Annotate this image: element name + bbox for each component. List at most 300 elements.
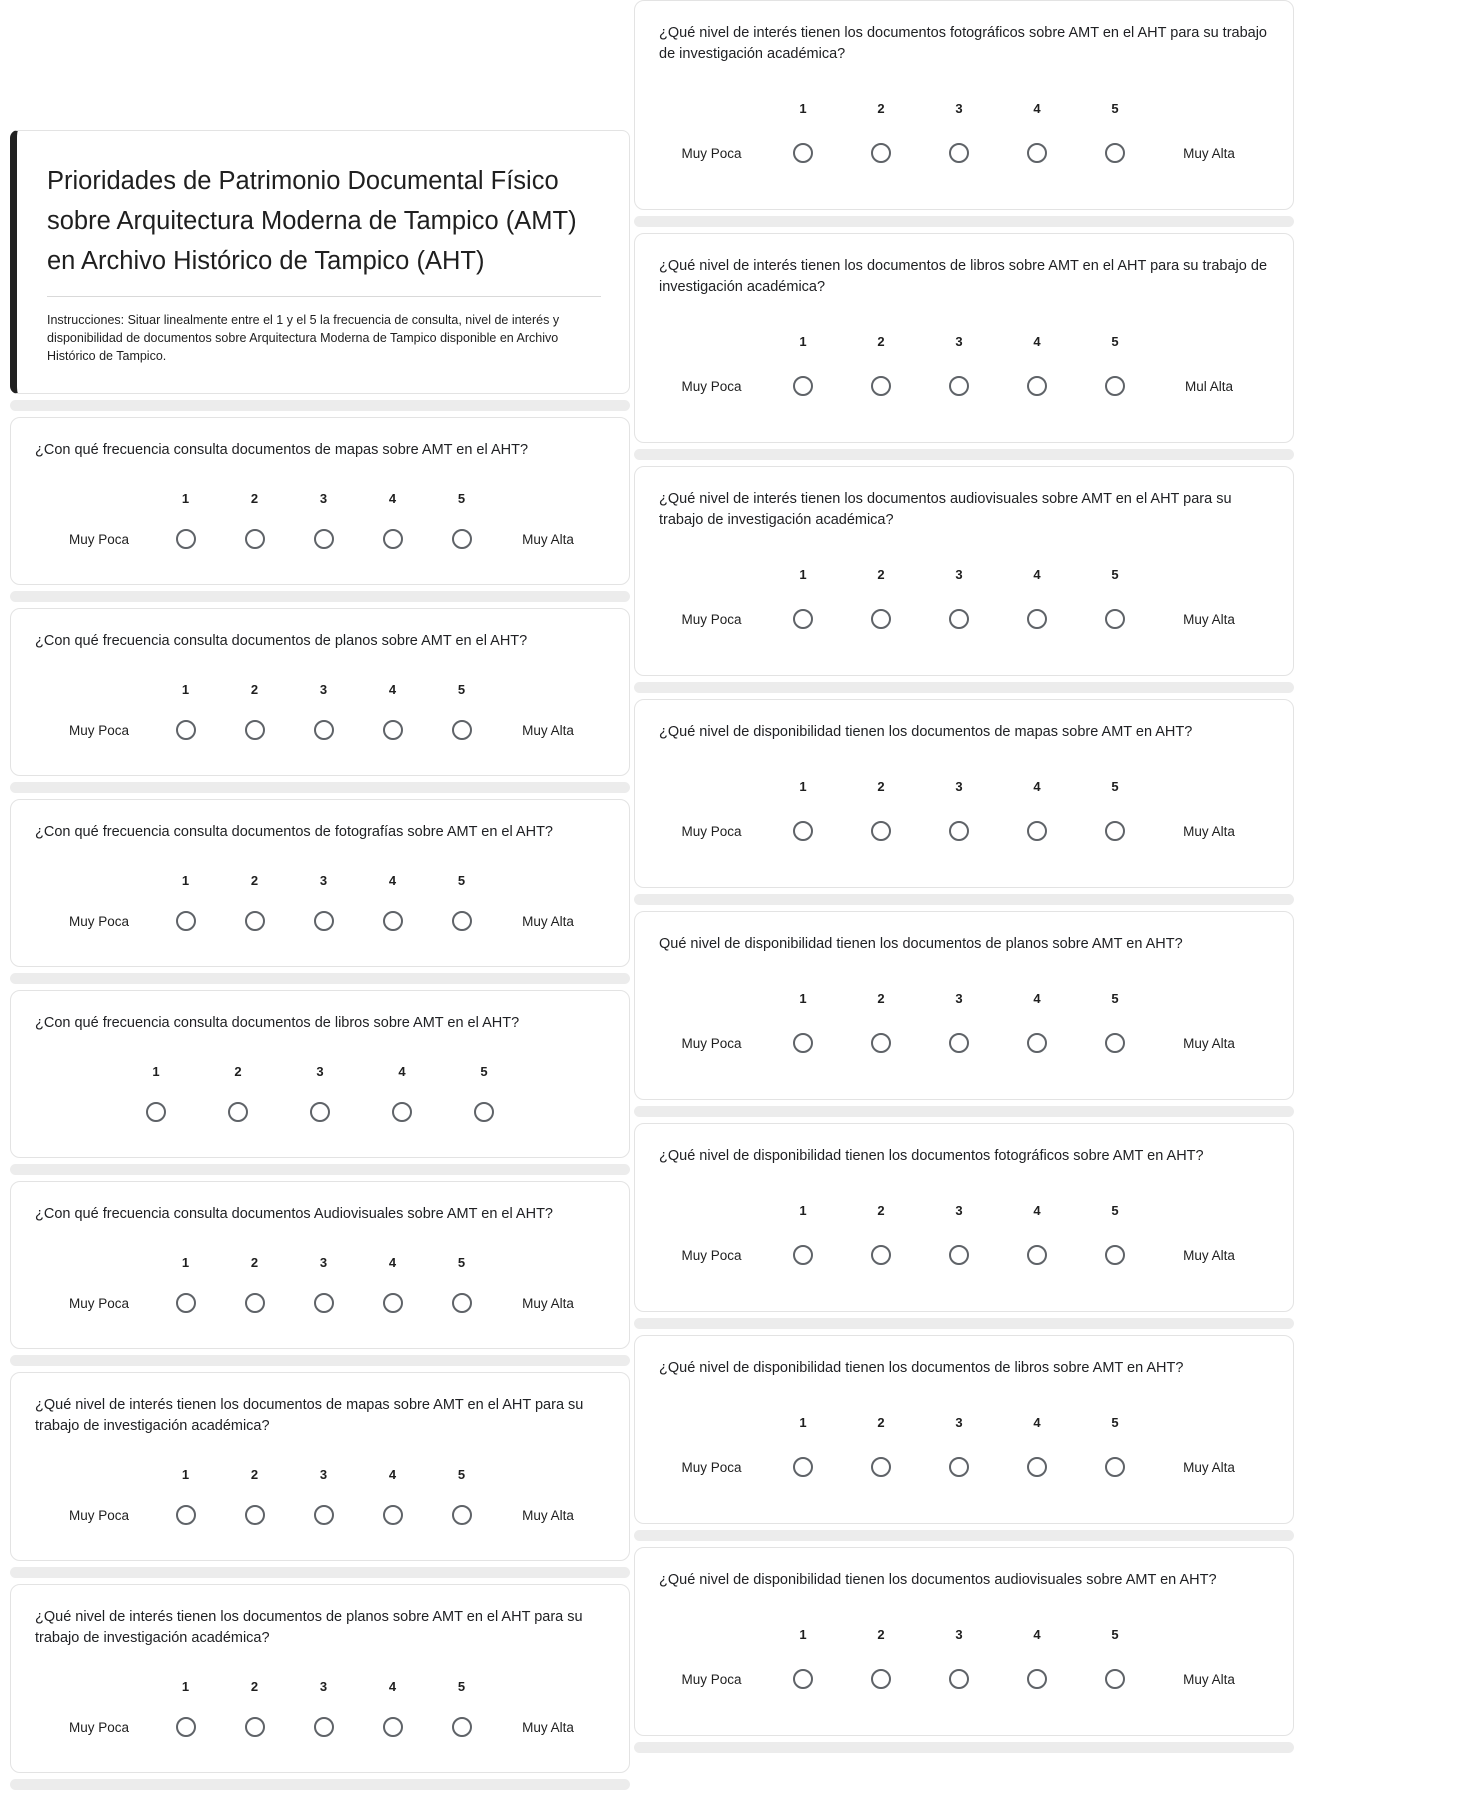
scale-number: 5 [1111, 334, 1119, 349]
question-text: ¿Qué nivel de interés tienen los documentos de libros sobre AMT en el AHT para su trabajo de investigación académica? [659, 258, 1268, 295]
scale-numbers-row [47, 682, 605, 697]
scale-number: 3 [319, 873, 328, 888]
scale-radio-option[interactable] [358, 719, 427, 741]
radio-circle-icon [871, 609, 891, 629]
scale-radio-option[interactable] [920, 1244, 998, 1266]
scale-number: 1 [799, 567, 807, 582]
scale-radio-option[interactable] [427, 1716, 496, 1738]
card-separator [634, 1530, 1294, 1541]
radio-circle-icon [1027, 821, 1047, 841]
linear-scale [35, 682, 605, 741]
scale-number: 1 [181, 682, 190, 697]
scale-low-label: Muy Poca [681, 378, 742, 394]
scale-radio-option[interactable] [1076, 1032, 1154, 1054]
scale-number: 1 [799, 1627, 807, 1642]
card-separator [634, 1106, 1294, 1117]
scale-radio-option[interactable] [358, 1504, 427, 1526]
scale-low-label: Muy Poca [68, 1295, 130, 1311]
scale-number: 3 [955, 1203, 963, 1218]
scale-numbers-row [659, 779, 1269, 794]
scale-radio-option[interactable] [289, 1504, 358, 1526]
radio-circle-icon [1027, 1457, 1047, 1477]
scale-number: 2 [250, 1467, 259, 1482]
linear-scale [659, 334, 1269, 397]
scale-number: 1 [181, 1679, 190, 1694]
scale-radio-option[interactable] [220, 528, 289, 550]
scale-radio-option[interactable] [1076, 1668, 1154, 1690]
scale-options-row [659, 375, 1269, 397]
scale-low-label: Muy Poca [681, 1247, 742, 1263]
scale-radio-option[interactable] [842, 608, 920, 630]
scale-number: 3 [319, 1679, 328, 1694]
scale-radio-option[interactable] [920, 1032, 998, 1054]
scale-radio-option[interactable] [151, 1504, 220, 1526]
scale-number: 2 [877, 567, 885, 582]
scale-radio-option[interactable] [920, 608, 998, 630]
radio-circle-icon [314, 720, 334, 740]
scale-radio-option[interactable] [920, 1456, 998, 1478]
scale-radio-option[interactable] [151, 719, 220, 741]
card-separator [634, 449, 1294, 460]
radio-circle-icon [383, 1505, 403, 1525]
scale-number: 4 [1033, 991, 1041, 1006]
linear-scale [659, 1415, 1269, 1478]
scale-numbers-row [47, 491, 605, 506]
scale-number: 3 [955, 101, 963, 116]
scale-radio-option[interactable] [1076, 820, 1154, 842]
scale-number: 5 [1111, 1627, 1119, 1642]
title-divider [47, 296, 601, 297]
question-card [10, 417, 630, 585]
scale-radio-option[interactable] [361, 1101, 443, 1123]
scale-radio-option[interactable] [842, 1032, 920, 1054]
radio-circle-icon [245, 1505, 265, 1525]
scale-radio-option[interactable] [220, 1716, 289, 1738]
radio-circle-icon [1105, 376, 1125, 396]
scale-high-label: Muy Alta [1183, 145, 1235, 161]
question-card [10, 1181, 630, 1349]
scale-radio-option[interactable] [1076, 608, 1154, 630]
question-text: ¿Con qué frecuencia consulta documentos de planos sobre AMT en el AHT? [35, 633, 528, 649]
scale-number: 2 [877, 334, 885, 349]
radio-circle-icon [1027, 1669, 1047, 1689]
scale-radio-option[interactable] [920, 142, 998, 164]
question-text: ¿Con qué frecuencia consulta documentos de mapas sobre AMT en el AHT? [35, 442, 529, 458]
radio-circle-icon [1027, 609, 1047, 629]
radio-circle-icon [1105, 1669, 1125, 1689]
card-separator [10, 1355, 630, 1366]
scale-options-row [659, 142, 1269, 164]
scale-high-label: Muy Alta [1183, 823, 1235, 839]
scale-radio-option[interactable] [289, 719, 358, 741]
linear-scale [35, 491, 605, 550]
radio-circle-icon [949, 1245, 969, 1265]
scale-high-label: Muy Alta [1183, 611, 1235, 627]
scale-number: 1 [181, 1467, 190, 1482]
scale-high-label: Muy Alta [1183, 1671, 1235, 1687]
linear-scale [35, 1467, 605, 1526]
scale-number: 3 [955, 334, 963, 349]
scale-radio-option[interactable] [920, 375, 998, 397]
radio-circle-icon [793, 821, 813, 841]
scale-number: 3 [955, 1627, 963, 1642]
form-title [47, 161, 601, 281]
scale-radio-option[interactable] [764, 820, 842, 842]
scale-radio-option[interactable] [151, 1716, 220, 1738]
radio-circle-icon [871, 1457, 891, 1477]
radio-circle-icon [452, 720, 472, 740]
scale-numbers-row [35, 1064, 605, 1079]
scale-radio-option[interactable] [998, 142, 1076, 164]
scale-numbers-row [659, 334, 1269, 349]
radio-circle-icon [176, 720, 196, 740]
scale-number: 4 [1033, 567, 1041, 582]
form-title-line: sobre Arquitectura Moderna de Tampico (AMT) [47, 207, 577, 235]
scale-radio-option[interactable] [764, 1244, 842, 1266]
scale-number: 3 [319, 1255, 328, 1270]
scale-number: 5 [457, 1255, 466, 1270]
left-column [10, 0, 630, 1796]
radio-circle-icon [1027, 1033, 1047, 1053]
radio-circle-icon [871, 1669, 891, 1689]
scale-radio-option[interactable] [358, 910, 427, 932]
radio-circle-icon [949, 609, 969, 629]
card-separator [634, 1742, 1294, 1753]
scale-number: 4 [1033, 1203, 1041, 1218]
radio-circle-icon [176, 1293, 196, 1313]
radio-circle-icon [793, 609, 813, 629]
scale-number: 5 [1111, 1203, 1119, 1218]
radio-circle-icon [793, 1245, 813, 1265]
scale-radio-option[interactable] [220, 719, 289, 741]
scale-radio-option[interactable] [764, 1668, 842, 1690]
radio-circle-icon [793, 1033, 813, 1053]
scale-radio-option[interactable] [1076, 1456, 1154, 1478]
scale-high-label: Muy Alta [522, 1295, 574, 1311]
scale-low-label: Muy Poca [68, 913, 130, 929]
card-separator [10, 400, 630, 411]
scale-radio-option[interactable] [842, 1244, 920, 1266]
scale-radio-option[interactable] [151, 528, 220, 550]
scale-radio-option[interactable] [358, 1716, 427, 1738]
question-card [634, 699, 1294, 888]
scale-low-label: Muy Poca [681, 145, 742, 161]
scale-options-row [47, 1716, 605, 1738]
linear-scale [35, 873, 605, 932]
scale-radio-option[interactable] [920, 1668, 998, 1690]
scale-radio-option[interactable] [427, 910, 496, 932]
scale-radio-option[interactable] [220, 1504, 289, 1526]
scale-numbers-row [659, 1627, 1269, 1642]
scale-radio-option[interactable] [1076, 375, 1154, 397]
radio-circle-icon [146, 1102, 166, 1122]
linear-scale [659, 1203, 1269, 1266]
scale-low-label: Muy Poca [681, 823, 742, 839]
radio-circle-icon [383, 1293, 403, 1313]
scale-number: 5 [457, 873, 466, 888]
scale-radio-option[interactable] [842, 142, 920, 164]
scale-radio-option[interactable] [427, 528, 496, 550]
scale-radio-option[interactable] [842, 1668, 920, 1690]
scale-radio-option[interactable] [358, 1292, 427, 1314]
scale-options-row [659, 608, 1269, 630]
scale-number: 1 [152, 1064, 160, 1079]
scale-radio-option[interactable] [443, 1101, 525, 1123]
question-text: ¿Qué nivel de disponibilidad tienen los documentos audiovisuales sobre AMT en AHT? [659, 1572, 1217, 1588]
scale-number: 3 [955, 779, 963, 794]
scale-number: 2 [250, 1679, 259, 1694]
form-title-line: en Archivo Histórico de Tampico (AHT) [47, 247, 485, 275]
scale-radio-option[interactable] [289, 910, 358, 932]
radio-circle-icon [474, 1102, 494, 1122]
linear-scale [659, 101, 1269, 164]
radio-circle-icon [1105, 821, 1125, 841]
scale-radio-option[interactable] [764, 375, 842, 397]
scale-radio-option[interactable] [1076, 1244, 1154, 1266]
scale-radio-option[interactable] [289, 528, 358, 550]
radio-circle-icon [392, 1102, 412, 1122]
linear-scale [35, 1679, 605, 1738]
scale-number: 2 [250, 1255, 259, 1270]
form-title-card [10, 130, 630, 394]
linear-scale [659, 991, 1269, 1054]
radio-circle-icon [949, 821, 969, 841]
scale-options-row [47, 528, 605, 550]
scale-number: 3 [955, 991, 963, 1006]
scale-radio-option[interactable] [427, 1292, 496, 1314]
scale-radio-option[interactable] [289, 1292, 358, 1314]
radio-circle-icon [1105, 609, 1125, 629]
scale-number: 4 [1033, 101, 1041, 116]
radio-circle-icon [383, 720, 403, 740]
radio-circle-icon [1027, 1245, 1047, 1265]
scale-radio-option[interactable] [197, 1101, 279, 1123]
question-text: ¿Qué nivel de disponibilidad tienen los documentos de libros sobre AMT en AHT? [659, 1360, 1184, 1376]
scale-options-row [659, 820, 1269, 842]
scale-numbers-row [659, 1203, 1269, 1218]
scale-options-row [47, 910, 605, 932]
scale-low-label: Muy Poca [68, 1507, 130, 1523]
radio-circle-icon [452, 1505, 472, 1525]
radio-circle-icon [176, 529, 196, 549]
question-text: ¿Qué nivel de disponibilidad tienen los documentos de mapas sobre AMT en AHT? [659, 724, 1193, 740]
scale-numbers-row [47, 873, 605, 888]
scale-number: 4 [388, 491, 397, 506]
question-text: ¿Qué nivel de interés tienen los documentos audiovisuales sobre AMT en el AHT para su trabajo de investigación académica? [659, 491, 1232, 528]
scale-number: 2 [877, 779, 885, 794]
radio-circle-icon [793, 143, 813, 163]
scale-number: 4 [1033, 1415, 1041, 1430]
scale-radio-option[interactable] [427, 719, 496, 741]
radio-circle-icon [1027, 376, 1047, 396]
radio-circle-icon [871, 376, 891, 396]
scale-number: 1 [799, 779, 807, 794]
card-separator [10, 973, 630, 984]
scale-options-row [47, 1292, 605, 1314]
scale-radio-option[interactable] [842, 1456, 920, 1478]
scale-high-label: Muy Alta [1183, 1035, 1235, 1051]
scale-number: 2 [877, 1203, 885, 1218]
linear-scale [659, 1627, 1269, 1690]
scale-number: 4 [1033, 779, 1041, 794]
scale-radio-option[interactable] [289, 1716, 358, 1738]
scale-number: 4 [388, 873, 397, 888]
radio-circle-icon [871, 1245, 891, 1265]
scale-radio-option[interactable] [998, 1668, 1076, 1690]
radio-circle-icon [245, 529, 265, 549]
scale-number: 1 [799, 1415, 807, 1430]
scale-low-label: Muy Poca [681, 1671, 742, 1687]
radio-circle-icon [314, 1293, 334, 1313]
scale-high-label: Muy Alta [1183, 1459, 1235, 1475]
scale-number: 3 [319, 682, 328, 697]
scale-radio-option[interactable] [358, 528, 427, 550]
scale-number: 1 [181, 873, 190, 888]
radio-circle-icon [314, 1717, 334, 1737]
scale-radio-option[interactable] [998, 1032, 1076, 1054]
question-text: ¿Qué nivel de interés tienen los documentos fotográficos sobre AMT en el AHT para su trabajo de investigación académica? [659, 25, 1267, 62]
scale-number: 2 [250, 491, 259, 506]
scale-number: 4 [1033, 334, 1041, 349]
question-text: ¿Qué nivel de interés tienen los documentos de planos sobre AMT en el AHT para su trabajo de investigación académica? [35, 1609, 583, 1646]
question-card [634, 1335, 1294, 1524]
radio-circle-icon [793, 1457, 813, 1477]
scale-radio-option[interactable] [998, 820, 1076, 842]
scale-radio-option[interactable] [842, 820, 920, 842]
question-card [10, 990, 630, 1158]
scale-number: 1 [181, 491, 190, 506]
card-separator [634, 216, 1294, 227]
scale-numbers-row [47, 1467, 605, 1482]
scale-number: 5 [1111, 101, 1119, 116]
radio-circle-icon [176, 911, 196, 931]
scale-number: 4 [388, 682, 397, 697]
question-card [634, 1547, 1294, 1736]
scale-radio-option[interactable] [920, 820, 998, 842]
scale-number: 5 [457, 1679, 466, 1694]
scale-number: 5 [457, 1467, 466, 1482]
scale-number: 1 [799, 101, 807, 116]
question-text: ¿Con qué frecuencia consulta documentos de fotografías sobre AMT en el AHT? [35, 824, 553, 840]
scale-radio-option[interactable] [842, 375, 920, 397]
scale-numbers-row [659, 991, 1269, 1006]
card-separator [634, 682, 1294, 693]
scale-options-row [659, 1668, 1269, 1690]
scale-radio-option[interactable] [998, 375, 1076, 397]
scale-radio-option[interactable] [151, 1292, 220, 1314]
scale-number: 5 [1111, 1415, 1119, 1430]
scale-radio-option[interactable] [220, 910, 289, 932]
scale-number: 1 [181, 1255, 190, 1270]
scale-radio-option[interactable] [427, 1504, 496, 1526]
scale-radio-option[interactable] [220, 1292, 289, 1314]
radio-circle-icon [949, 143, 969, 163]
scale-low-label: Muy Poca [681, 611, 742, 627]
scale-number: 4 [388, 1255, 397, 1270]
radio-circle-icon [245, 1717, 265, 1737]
question-card [634, 0, 1294, 210]
scale-numbers-row [47, 1679, 605, 1694]
linear-scale [35, 1255, 605, 1314]
scale-radio-option[interactable] [764, 1456, 842, 1478]
scale-radio-option[interactable] [151, 910, 220, 932]
scale-low-label: Muy Poca [68, 722, 130, 738]
scale-radio-option[interactable] [764, 142, 842, 164]
scale-options-row [659, 1032, 1269, 1054]
radio-circle-icon [1105, 1245, 1125, 1265]
radio-circle-icon [1027, 143, 1047, 163]
scale-number: 2 [877, 1627, 885, 1642]
card-separator [10, 1779, 630, 1790]
question-card [634, 233, 1294, 443]
scale-options-row [35, 1101, 605, 1123]
radio-circle-icon [949, 1457, 969, 1477]
radio-circle-icon [793, 376, 813, 396]
scale-number: 3 [955, 567, 963, 582]
radio-circle-icon [314, 1505, 334, 1525]
scale-radio-option[interactable] [279, 1101, 361, 1123]
radio-circle-icon [383, 1717, 403, 1737]
card-separator [634, 894, 1294, 905]
scale-number: 3 [319, 491, 328, 506]
scale-number: 3 [319, 1467, 328, 1482]
scale-low-label: Muy Poca [681, 1459, 742, 1475]
scale-low-label: Muy Poca [68, 531, 130, 547]
scale-radio-option[interactable] [764, 1032, 842, 1054]
scale-number: 3 [316, 1064, 324, 1079]
radio-circle-icon [383, 911, 403, 931]
scale-number: 2 [250, 873, 259, 888]
question-card [10, 799, 630, 967]
scale-radio-option[interactable] [1076, 142, 1154, 164]
radio-circle-icon [228, 1102, 248, 1122]
radio-circle-icon [452, 529, 472, 549]
question-text: ¿Qué nivel de disponibilidad tienen los documentos fotográficos sobre AMT en AHT? [659, 1148, 1204, 1164]
scale-number: 2 [234, 1064, 242, 1079]
scale-number: 1 [799, 1203, 807, 1218]
question-text: Qué nivel de disponibilidad tienen los documentos de planos sobre AMT en AHT? [659, 936, 1183, 952]
scale-high-label: Muy Alta [1183, 1247, 1235, 1263]
scale-high-label: Muy Alta [522, 913, 574, 929]
scale-high-label: Muy Alta [522, 1719, 574, 1735]
scale-radio-option[interactable] [115, 1101, 197, 1123]
radio-circle-icon [245, 720, 265, 740]
scale-number: 2 [877, 991, 885, 1006]
linear-scale [35, 1064, 605, 1123]
question-card [634, 466, 1294, 676]
scale-radio-option[interactable] [998, 1456, 1076, 1478]
radio-circle-icon [176, 1505, 196, 1525]
radio-circle-icon [871, 143, 891, 163]
radio-circle-icon [314, 529, 334, 549]
scale-number: 4 [1033, 1627, 1041, 1642]
radio-circle-icon [949, 376, 969, 396]
scale-number: 5 [1111, 991, 1119, 1006]
scale-radio-option[interactable] [998, 608, 1076, 630]
card-separator [634, 1318, 1294, 1329]
scale-radio-option[interactable] [998, 1244, 1076, 1266]
radio-circle-icon [452, 1293, 472, 1313]
scale-number: 1 [799, 334, 807, 349]
card-separator [10, 782, 630, 793]
scale-radio-option[interactable] [764, 608, 842, 630]
question-card [10, 1584, 630, 1773]
radio-circle-icon [949, 1669, 969, 1689]
scale-low-label: Muy Poca [68, 1719, 130, 1735]
scale-number: 4 [388, 1467, 397, 1482]
radio-circle-icon [383, 529, 403, 549]
question-card [634, 911, 1294, 1100]
